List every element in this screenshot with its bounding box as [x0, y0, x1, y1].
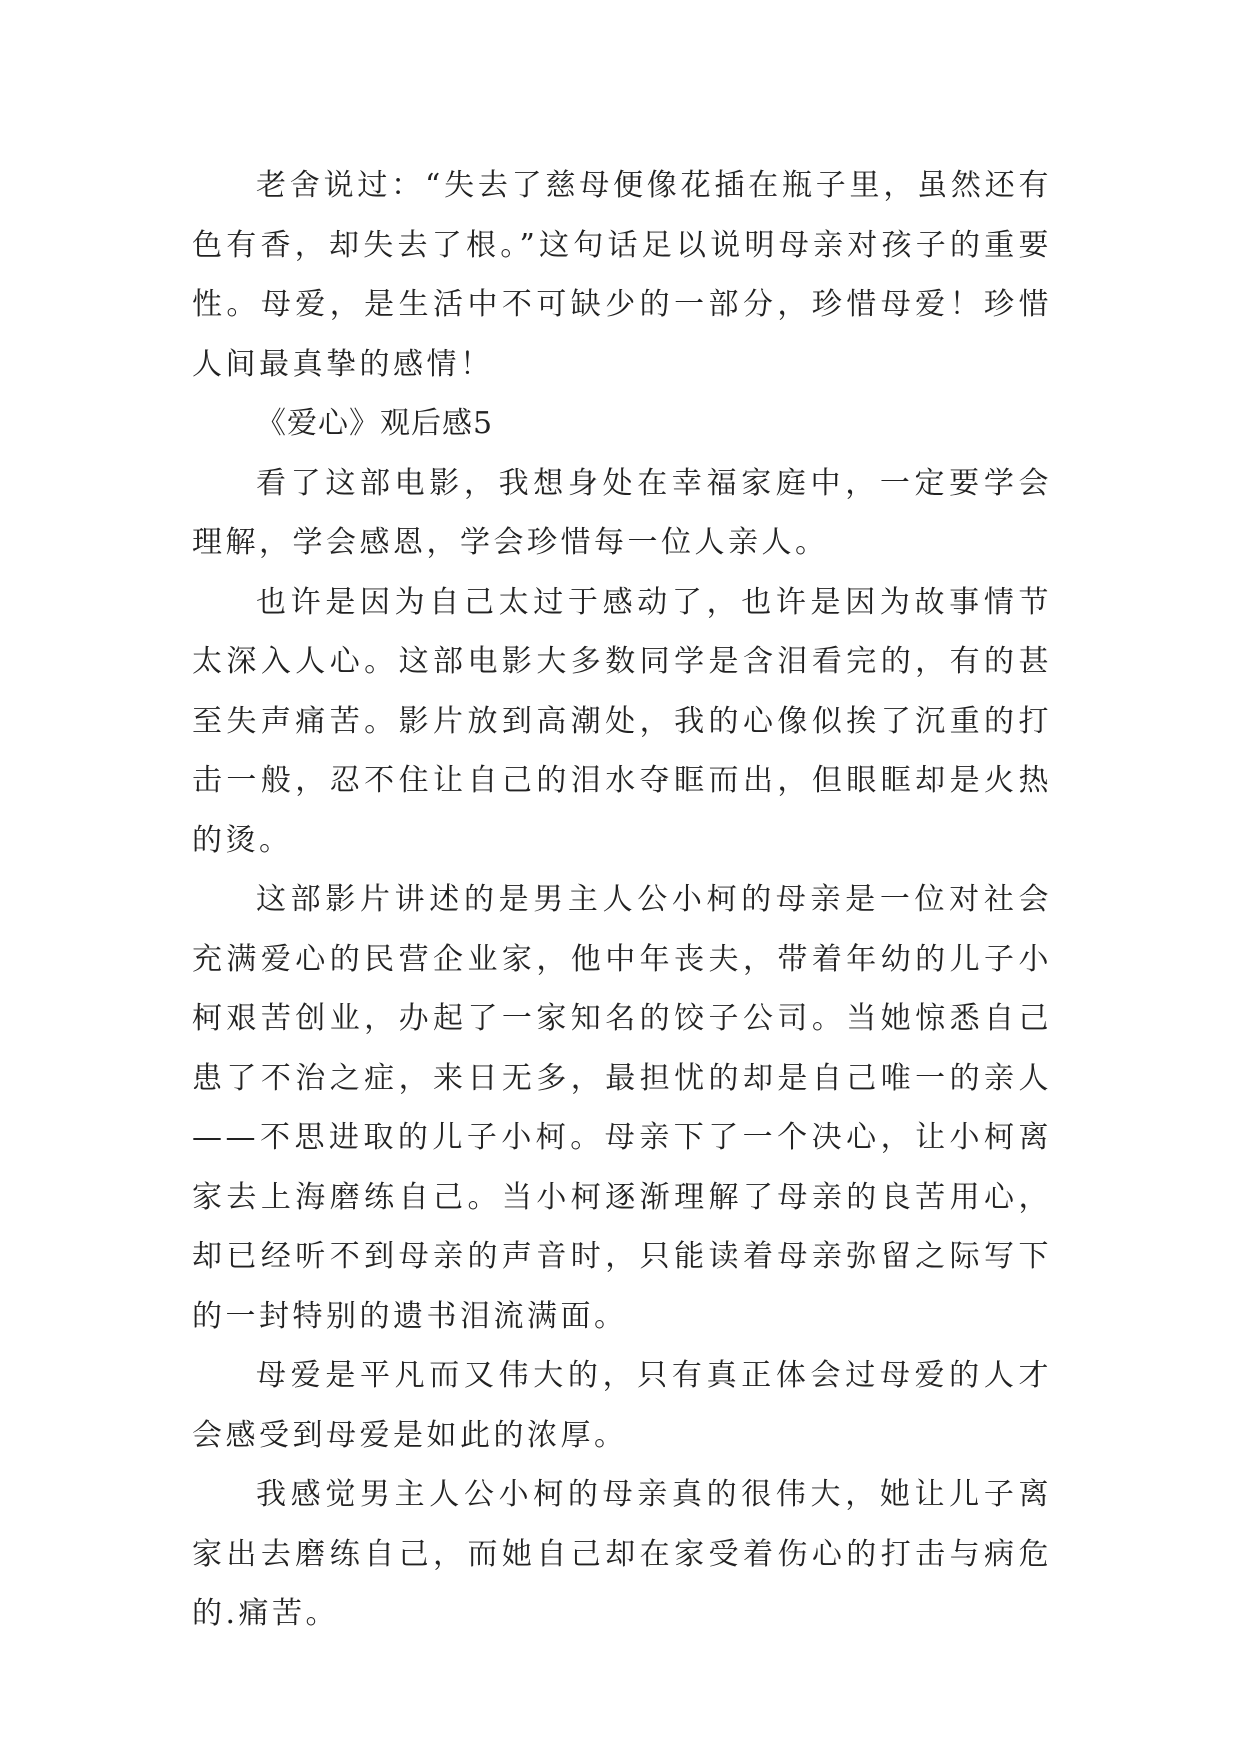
paragraph-conclusion: 我感觉男主人公小柯的母亲真的很伟大，她让儿子离家出去磨练自己，而她自己却在家受着伤心的打击与病危的.痛苦。	[192, 1477, 1052, 1631]
paragraph-lao-she-quote: 老舍说过：“失去了慈母便像花插在瓶子里，虽然还有色有香，却失去了根。”这句话足以说明母亲对孩子的重要性。母爱，是生活中不可缺少的一部分，珍惜母爱！珍惜人间最真挚的感情！	[192, 168, 1052, 382]
paragraph-plot: 这部影片讲述的是男主人公小柯的母亲是一位对社会充满爱心的民营企业家，他中年丧夫，带着年幼的儿子小柯艰苦创业，办起了一家知名的饺子公司。当她惊悉自己患了不治之症，来日无多，最担忧的却是自己唯一的亲人——不思进取的儿子小柯。母亲下了一个决心，让小柯离家去上海磨练自己。当小柯逐渐理解了母亲的良苦用心，却已经听不到母亲的声音时，只能读着母亲弥留之际写下的一封特别的遗书泪流满面。	[192, 882, 1052, 1334]
paragraph-moved: 也许是因为自己太过于感动了，也许是因为故事情节太深入人心。这部电影大多数同学是含泪看完的，有的甚至失声痛苦。影片放到高潮处，我的心像似挨了沉重的打击一般，忍不住让自己的泪水夺眶而出，但眼眶却是火热的烫。	[192, 584, 1052, 858]
section-heading: 《爱心》观后感5	[256, 406, 494, 441]
paragraph-after-watching: 看了这部电影，我想身处在幸福家庭中，一定要学会理解，学会感恩，学会珍惜每一位人亲人。	[192, 465, 1052, 560]
paragraph-motherly-love: 母爱是平凡而又伟大的，只有真正体会过母爱的人才会感受到母爱是如此的浓厚。	[192, 1358, 1052, 1453]
document-page	[192, 156, 1052, 1644]
